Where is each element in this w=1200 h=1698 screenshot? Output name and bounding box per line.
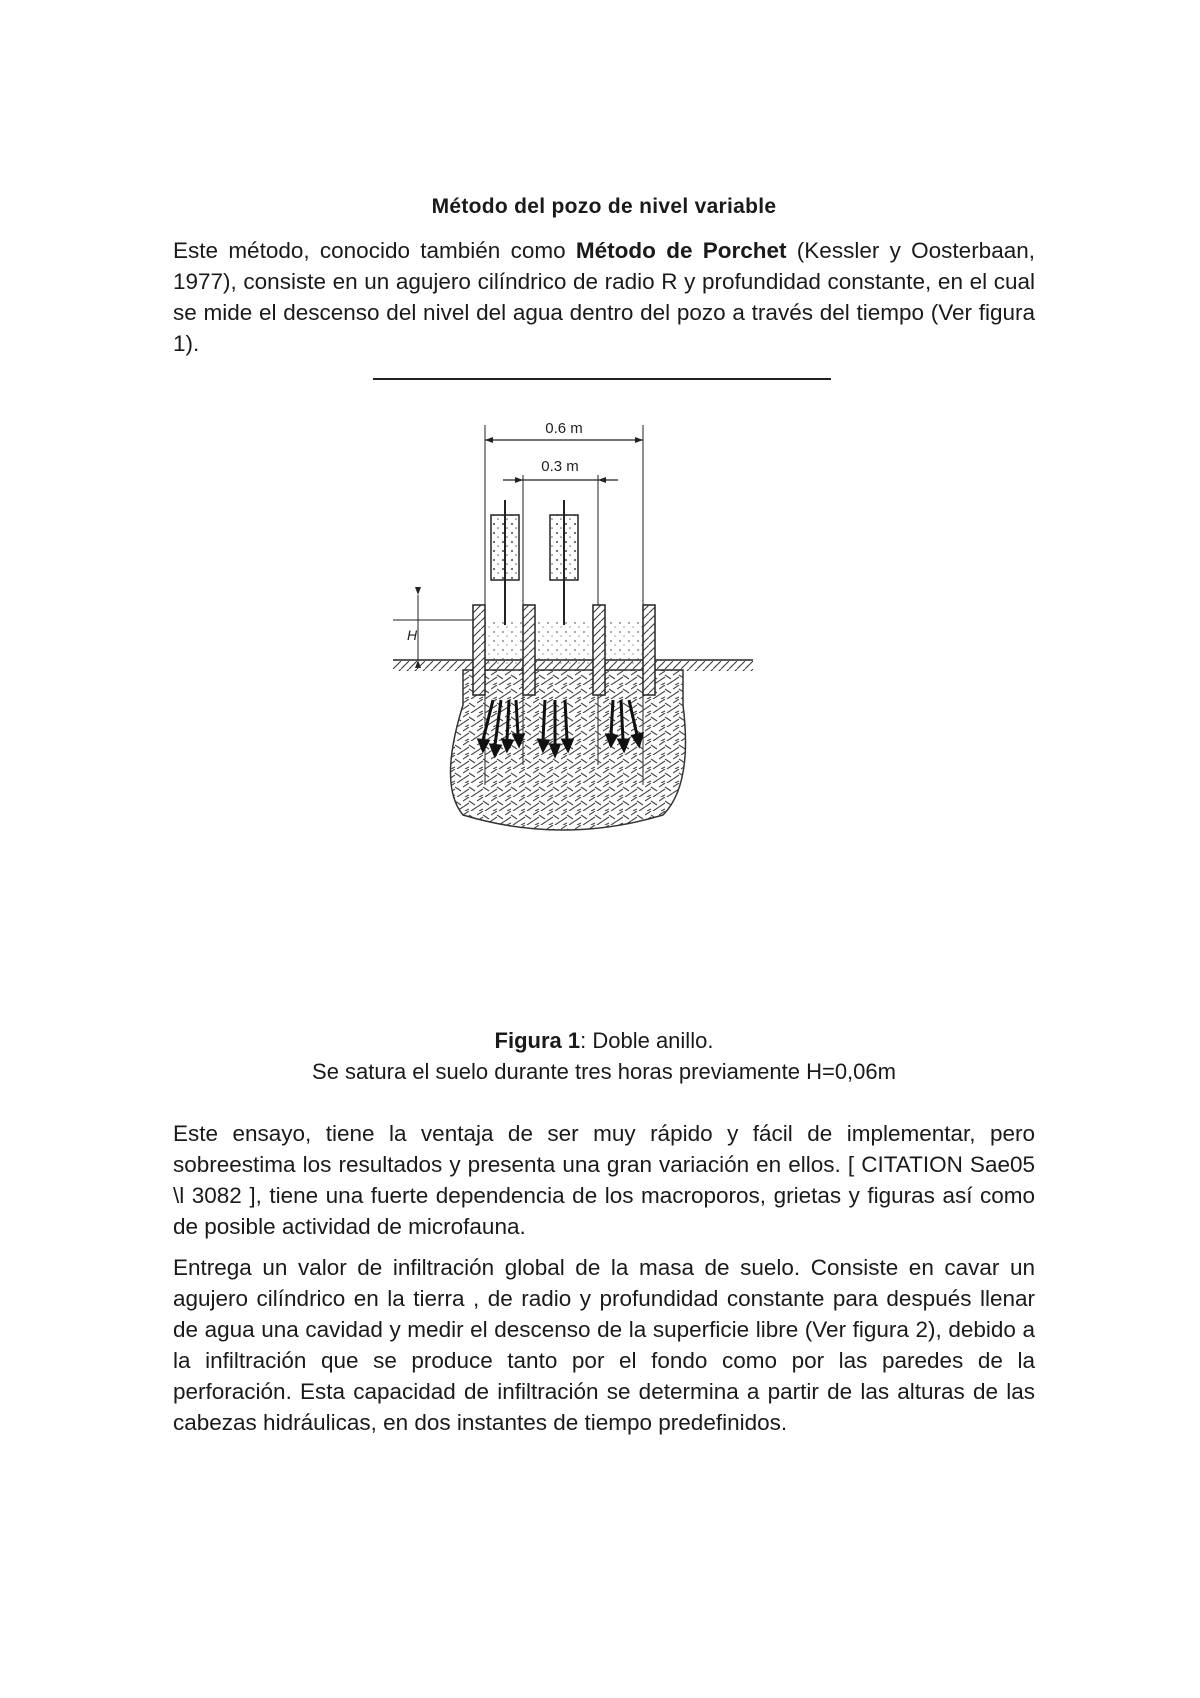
section-title: Método del pozo de nivel variable	[431, 195, 777, 218]
caption-line-1	[173, 1025, 1035, 1056]
intro-text-1: Este método, conocido también como	[173, 238, 576, 263]
caption-label: Figura 1	[494, 1028, 581, 1053]
intro-paragraph	[173, 235, 1035, 359]
document-page	[173, 195, 1035, 1435]
intro-bold-term: Método de Porchet	[575, 238, 787, 263]
dim-outer-label: 0.6 m	[545, 420, 583, 437]
horizontal-rule	[373, 378, 831, 380]
h-label: H	[407, 627, 418, 643]
paragraph-entrega: Entrega un valor de infiltración global de la masa de suelo. Consiste en cavar un agujero cilíndrico en la tierra , de radio y profundidad constante para después llenar de agua una cavidad y medir el descenso de la superficie libre (Ver figura 2), debido a la infiltración que se produce tanto por el fondo como por las paredes de la perforación. Esta capacidad de infiltración se determina a partir de las alturas de las cabezas hidráulicas, en dos instantes de tiempo predefinidos.	[173, 1255, 1035, 1435]
intro-text-2: (Kessler y Oosterbaan, 1977), consiste en un agujero cilíndrico de radio R y profundidad constante, en el cual se mide el descenso del nivel del agua dentro del pozo a través del tiempo (Ver figura 1).	[173, 238, 1035, 356]
caption-line-2: Se satura el suelo durante tres horas previamente H=0,06m	[312, 1059, 896, 1084]
paragraph-ensayo: Este ensayo, tiene la ventaja de ser muy rápido y fácil de implementar, pero sobreestima los resultados y presenta una gran variación en ellos. [ CITATION Sae05 \l 3082 ], tiene una fuerte dependencia de los macroporos, grietas y figuras así como de posible actividad de microfauna.	[173, 1121, 1035, 1239]
dim-inner-label: 0.3 m	[541, 458, 579, 475]
figure-caption	[173, 1025, 1035, 1087]
double-ring-figure	[393, 405, 813, 1005]
caption-text: : Doble anillo.	[580, 1028, 714, 1053]
